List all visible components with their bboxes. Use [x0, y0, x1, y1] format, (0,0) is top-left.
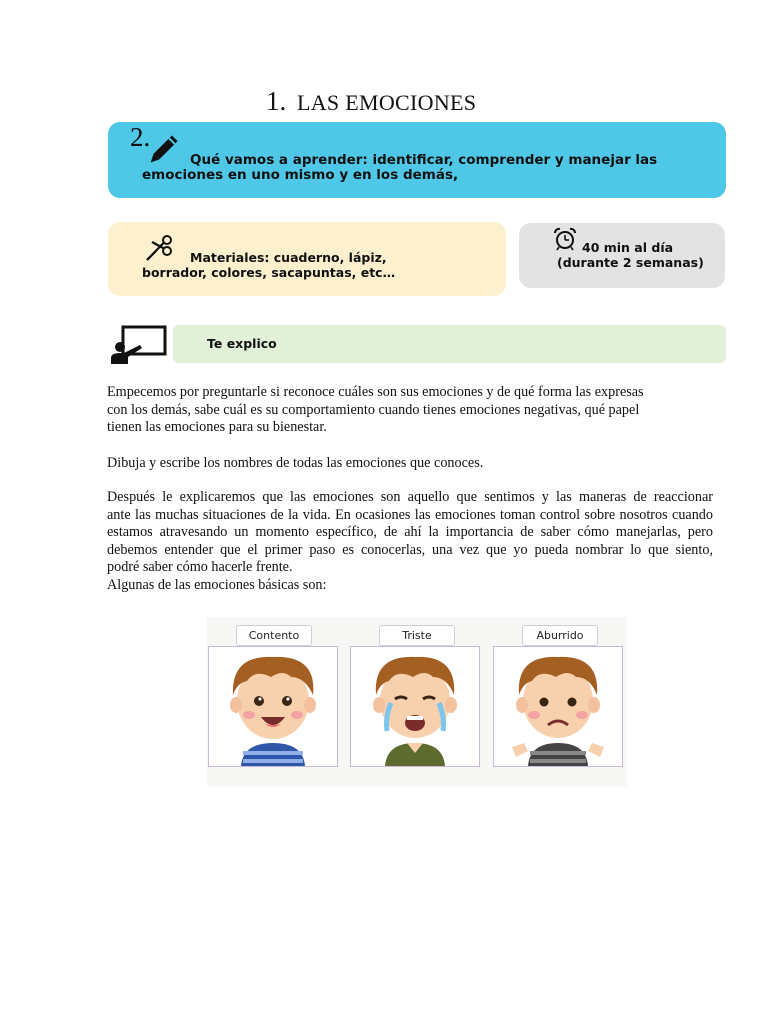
text-line: ante las muchas situaciones de la vida. En ocasiones las emociones toman control sobre nosotros cuando: [107, 506, 713, 523]
time-box: [519, 223, 725, 288]
paragraph-explanation: [107, 489, 713, 577]
learn-line-1: Qué vamos a aprender: identificar, comprender y manejar las: [190, 152, 658, 168]
materials-line-1: Materiales: cuaderno, lápiz,: [190, 250, 387, 265]
alarm-clock-icon: [552, 227, 578, 251]
materials-box: [108, 222, 506, 296]
text-line: estamos atravesando un momento específico, de ahí la importancia de saber cómo manejarlas, pero: [107, 524, 713, 540]
emotion-label-contento: Contento: [236, 625, 312, 646]
learn-number: 2.: [130, 122, 151, 152]
teacher-board-icon: [110, 325, 168, 365]
emotion-card-triste: [350, 646, 480, 767]
bored-boy-illustration: [494, 647, 622, 766]
emotion-label-triste: Triste: [379, 625, 455, 646]
paragraph-instruction: [107, 455, 713, 473]
emotion-label-aburrido: Aburrido: [522, 625, 598, 646]
text-line: tienen las emociones para su bienestar.: [107, 419, 327, 435]
title-text: LAS EMOCIONES: [297, 90, 477, 115]
text-line: Empecemos por preguntarle si reconoce cuáles son sus emociones y de qué forma las expresas: [107, 384, 644, 400]
paragraph-basic-emotions: [107, 577, 713, 595]
text-line: podré saber cómo hacerle frente.: [107, 559, 293, 575]
text-line: Después le explicaremos que las emociones son aquello que sentimos y las maneras de reaccionar: [107, 489, 713, 505]
time-line-1: 40 min al día: [582, 240, 674, 255]
time-line-2: (durante 2 semanas): [557, 255, 704, 270]
emotion-card-aburrido: [493, 646, 623, 767]
crying-boy-illustration: [351, 647, 479, 766]
happy-boy-illustration: [209, 647, 337, 766]
materials-line-2: borrador, colores, sacapuntas, etc…: [142, 265, 396, 280]
pencil-icon: [146, 134, 178, 168]
learn-box: [108, 122, 726, 198]
title-number: 1.: [266, 86, 287, 116]
text-line: Algunas de las emociones básicas son:: [107, 577, 327, 593]
emotion-card-contento: [208, 646, 338, 767]
paragraph-intro: [107, 384, 713, 437]
explain-box: [173, 325, 726, 363]
text-line: con los demás, sabe cuál es su comportamiento cuando tienes emociones negativas, qué papel: [107, 401, 640, 418]
learn-line-2: emociones en uno mismo y en los demás,: [142, 167, 459, 183]
explain-label: Te explico: [207, 336, 277, 351]
page-title: [0, 86, 768, 120]
text-line: debemos entender que el primer paso es conocerlas, una vez que yo pueda nombrar lo que siento,: [107, 541, 713, 558]
text-line: Dibuja y escribe los nombres de todas las emociones que conoces.: [107, 455, 484, 471]
emotions-illustration: [207, 617, 627, 787]
scissors-icon: [144, 232, 176, 264]
